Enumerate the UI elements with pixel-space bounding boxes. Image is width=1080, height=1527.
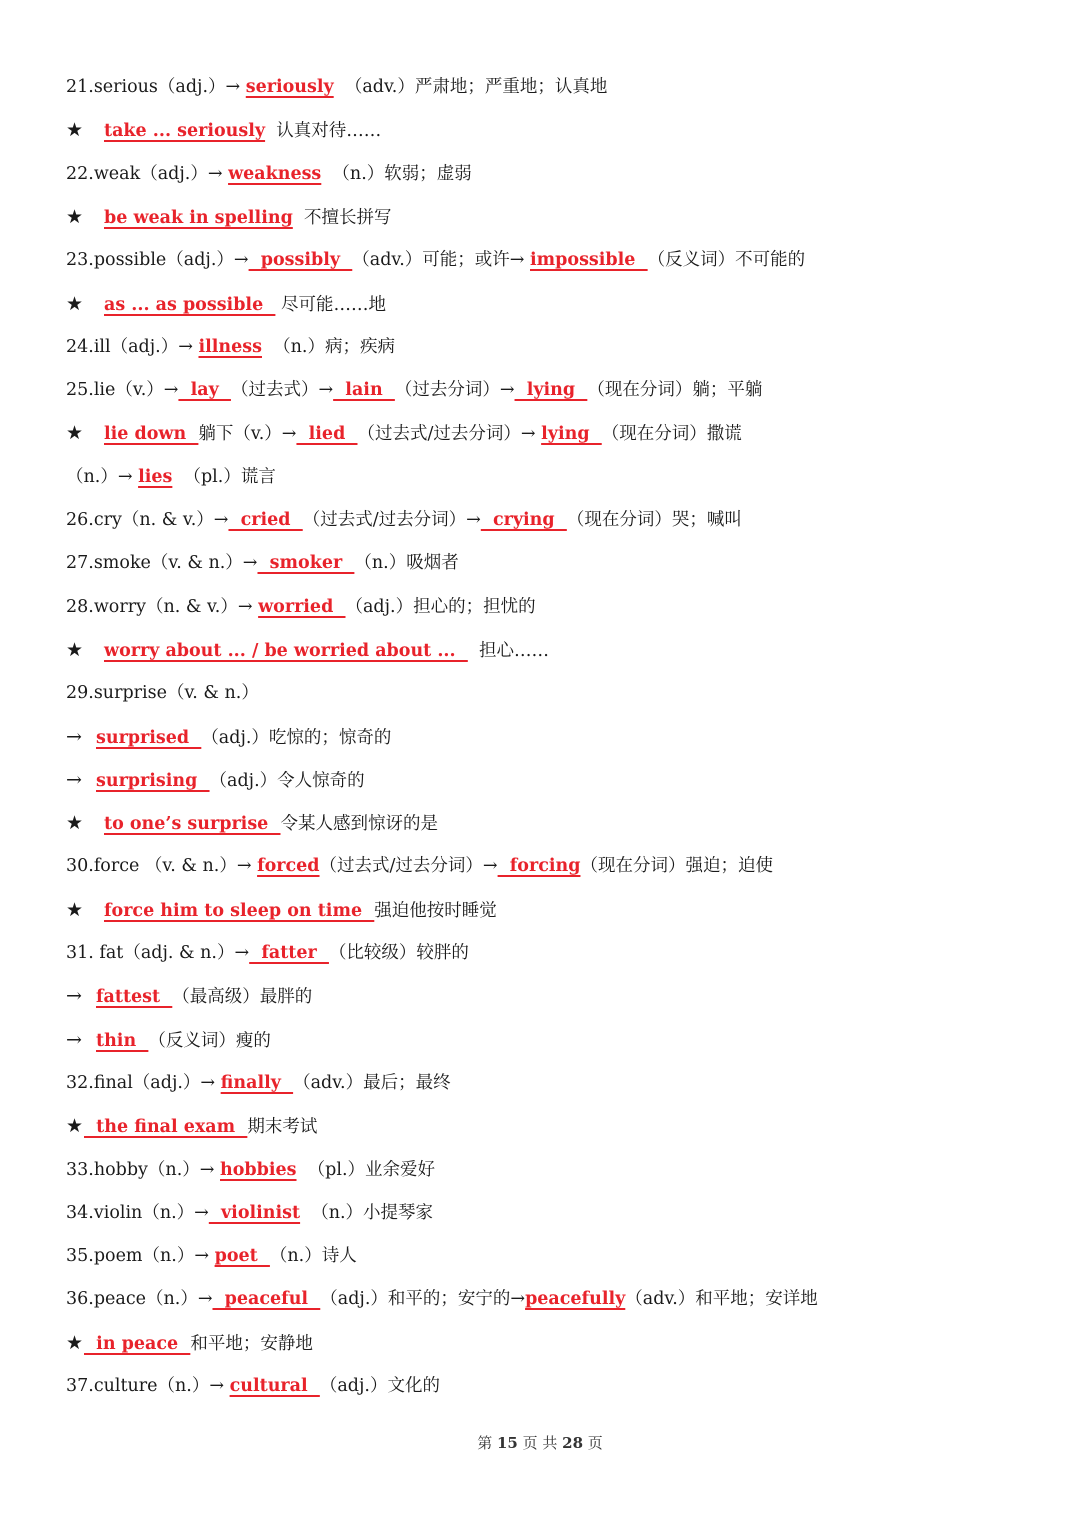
entry-text: （过去式）→ [230,380,334,401]
entry-text: （最高级）最胖的 [172,987,313,1008]
star-icon: ★ [66,812,84,835]
entry-line-l22b [66,202,391,232]
entry-text: （现在分词）哭；喊叫 [566,510,742,530]
answer-word: be weak in spelling [104,207,293,228]
entry-text: 22.weak（adj.）→ [66,163,229,184]
entry-text: （adv.）和平地；安详地 [625,1289,818,1310]
entry-line-l32a [66,1068,451,1098]
answer-word: illness [198,336,262,357]
entry-text: 强迫他按时睡觉 [374,900,497,921]
star-icon: ★ [66,898,84,921]
entry-text: （pl.）谎言 [172,466,276,487]
entry-line-l31b [66,981,312,1011]
current-page-number: 15 [496,1434,518,1452]
arrow-icon: → [66,768,82,791]
entry-text: 26.cry（n. & v.）→ [66,510,229,530]
answer-word: surprising [96,770,210,791]
entry-text: 和平地；安静地 [190,1333,313,1354]
answer-word: thin [96,1030,149,1051]
entry-line-l29d [66,808,438,838]
answer-word: poet [214,1246,270,1267]
entry-text: （反义词）瘦的 [148,1030,271,1051]
entry-text: （adv.）最后；最终 [293,1072,451,1093]
answer-word: peaceful [212,1289,321,1310]
entry-text: （adj.）和平的；安宁的→ [320,1289,526,1310]
arrow-icon: → [66,725,82,748]
answer-word: fattest [96,987,173,1008]
answer-word: in peace [84,1333,191,1354]
answer-word: surprised [96,727,202,748]
answer-word: the final exam [84,1117,248,1138]
entry-line-l34a [66,1198,433,1228]
entry-line-l35a [66,1241,357,1271]
answer-word: impossible [530,250,648,271]
entry-text: 25.lie（v.）→ [66,380,179,401]
entry-text: （adv.）严肃地；严重地；认真地 [333,77,608,97]
answer-word: force him to sleep on time [104,900,375,921]
entry-line-l32b [66,1111,317,1141]
entry-line-l26a [66,505,742,535]
answer-word: cried [228,510,303,530]
answer-word: peacefully [525,1289,626,1310]
answer-word: lied [296,424,358,445]
star-icon: ★ [66,1115,84,1138]
entry-line-l28b [66,635,549,665]
entry-text: 30.force （v. & n.）→ [66,856,258,877]
entry-text: 令某人感到惊讶的是 [280,814,438,835]
entry-text: （过去式/过去分词）→ [319,856,498,877]
entry-line-l25b [66,418,742,448]
entry-text: 21.serious（adj.）→ [66,77,246,97]
entry-text: 尽可能……地 [275,294,386,315]
entry-text: 35.poem（n.）→ [66,1246,215,1267]
entry-line-l29b [66,722,391,752]
entry-text: 24.ill（adj.）→ [66,336,199,357]
entry-text: 27.smoke（v. & n.）→ [66,553,258,574]
entry-text: 34.violin（n.）→ [66,1202,209,1223]
entry-line-l24a [66,332,395,362]
star-icon: ★ [66,205,84,228]
entry-text: （adj.）担心的；担忧的 [345,596,536,617]
answer-word: crying [480,510,567,530]
entry-line-l37a [66,1371,440,1401]
entry-line-l22a [66,159,472,189]
footer-suffix: 页 [583,1434,603,1452]
entry-text: （现在分词）躺；平躺 [587,380,763,401]
star-icon: ★ [66,1331,84,1354]
entry-line-l21a [66,72,607,102]
entry-text: （adv.）可能；或许→ [352,250,530,271]
entry-text: 躺下（v.）→ [198,424,297,445]
entry-text: （现在分词）强迫；迫使 [580,856,773,877]
entry-text: （n.）小提琴家 [300,1202,434,1223]
entry-text: 28.worry（n. & v.）→ [66,596,259,617]
entry-text: 不擅长拼写 [292,207,392,228]
answer-word: hobbies [220,1159,297,1180]
entry-text: 担心…… [467,640,549,661]
entry-text: （过去式/过去分词）→ [302,510,481,530]
entry-text: （n.）病；疾病 [262,336,395,357]
entry-text: （adj.）令人惊奇的 [209,770,365,791]
answer-word: take ... seriously [104,121,266,142]
answer-word: fatter [249,943,329,963]
entry-line-l21b [66,115,381,145]
entry-line-l27a [66,548,459,578]
entry-text: 32.final（adj.）→ [66,1072,221,1093]
answer-word: as ... as possible [104,294,276,315]
entry-text: （n.）软弱；虚弱 [321,163,472,184]
entry-text: （现在分词）撒谎 [601,424,742,445]
entry-line-l30b [66,895,497,925]
answer-word: lie down [104,424,199,445]
entry-line-l30a [66,851,773,881]
footer-prefix: 第 [477,1434,497,1452]
answer-word: weakness [228,163,322,184]
answer-word: lying [514,380,588,401]
answer-word: forcing [497,856,581,877]
entry-text: 33.hobby（n.）→ [66,1159,220,1180]
entry-text: （n.）吸烟者 [354,553,459,574]
entry-text: 认真对待…… [265,121,382,142]
entry-text: 期末考试 [247,1117,318,1138]
entry-text: 23.possible（adj.）→ [66,250,249,271]
answer-word: worried [258,596,346,617]
footer-middle: 页 共 [517,1434,563,1452]
entry-text: （过去分词）→ [394,380,515,401]
answer-word: possibly [248,250,353,271]
entry-text: （反义词）不可能的 [647,250,806,271]
entry-line-l29a [66,678,259,708]
entry-text: （adj.）吃惊的；惊奇的 [201,727,392,748]
star-icon: ★ [66,422,84,445]
answer-word: violinist [208,1202,301,1223]
star-icon: ★ [66,119,84,142]
star-icon: ★ [66,292,84,315]
entry-line-l29c [66,765,365,795]
entry-text: （pl.）业余爱好 [296,1159,436,1180]
entry-text: （比较级）较胖的 [328,943,469,963]
entry-line-l31a [66,938,469,968]
entry-text: （adj.）文化的 [319,1376,440,1396]
entry-line-l31c [66,1025,271,1055]
entry-text: 37.culture（n.）→ [66,1376,230,1396]
entry-line-l23b [66,289,386,319]
entry-line-l28a [66,592,536,622]
entry-text: （过去式/过去分词）→ [357,424,542,445]
answer-word: lying [541,424,602,445]
page-footer [0,1432,1080,1453]
answer-word: cultural [229,1376,320,1396]
entry-text: 31. fat（adj. & n.）→ [66,943,250,963]
entry-text: （n.）诗人 [269,1246,357,1267]
answer-word: forced [257,856,320,877]
star-icon: ★ [66,638,84,661]
answer-word: lies [138,466,173,487]
answer-word: worry about ... / be worried about ... [104,640,468,661]
answer-word: to one’s surprise [104,814,281,835]
entry-text: （n.）→ [66,466,139,487]
entry-line-l25a [66,375,762,405]
answer-word: seriously [245,77,334,97]
entry-text: 36.peace（n.）→ [66,1289,213,1310]
arrow-icon: → [66,1028,82,1051]
total-pages: 28 [562,1434,584,1452]
answer-word: lain [333,380,395,401]
arrow-icon: → [66,985,82,1008]
entry-line-l23a [66,245,805,275]
entry-text: 29.surprise（v. & n.） [66,683,259,704]
entry-line-l25c [66,462,276,492]
entry-line-l36b [66,1328,313,1358]
entry-line-l33a [66,1155,435,1185]
entry-line-l36a [66,1284,818,1314]
answer-word: lay [178,380,231,401]
answer-word: finally [220,1072,294,1093]
answer-word: smoker [257,553,355,574]
